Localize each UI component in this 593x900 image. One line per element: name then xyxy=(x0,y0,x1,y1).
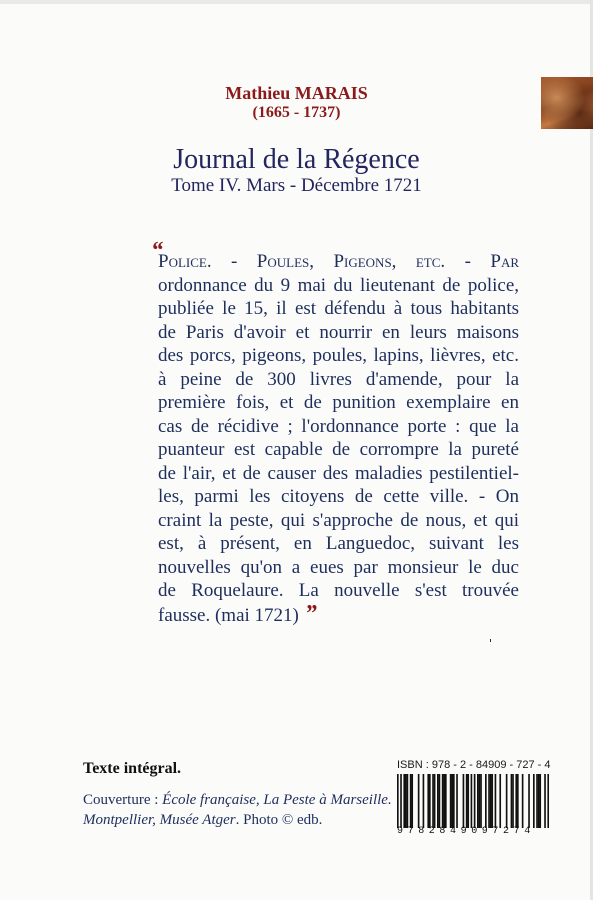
book-subtitle: Tome IV. Mars - Décembre 1721 xyxy=(171,175,422,196)
quote-line: première fois, et de punition exemplaire en xyxy=(158,392,519,413)
barcode-bar xyxy=(538,774,540,828)
barcode-bar xyxy=(423,774,425,828)
barcode-bar xyxy=(411,774,413,828)
barcode-bar xyxy=(427,774,429,828)
barcode-bar xyxy=(491,774,493,828)
barcode-bar xyxy=(485,774,487,828)
barcode-bar xyxy=(539,774,541,828)
barcode-bar xyxy=(471,774,473,828)
barcode-bar xyxy=(407,774,409,828)
quote-line: publiée le 15, il est défendu à tous habitants xyxy=(158,298,519,319)
barcode-bar xyxy=(467,774,469,828)
author-dates: (1665 - 1737) xyxy=(252,104,341,121)
quote-line: est, à présent, en Languedoc, suivant les xyxy=(158,533,519,554)
barcode-bar xyxy=(405,774,407,828)
quote-line: puanteur est capable de corrompre la pureté xyxy=(158,439,519,460)
quote-line: cas de récidive ; l'ordonnance porte : que la xyxy=(158,415,519,437)
barcode-bar xyxy=(480,774,482,828)
quote-line: craint la peste, qui s'approche de nous, et qui xyxy=(158,509,519,531)
barcode-bar xyxy=(506,774,508,828)
barcode-bar xyxy=(439,774,441,828)
ink-speck xyxy=(490,639,491,642)
quote-line: de Paris d'avoir et nourrir en leurs maisons xyxy=(158,321,519,343)
isbn-barcode xyxy=(397,774,549,828)
barcode-bar xyxy=(453,774,455,828)
quote-line: les, parmi les citoyens de cette ville. - On xyxy=(158,486,519,507)
barcode-bar xyxy=(466,774,468,828)
barcode-bar xyxy=(495,774,497,828)
quote-line: de l'air, et de causer des maladies pestilentiel- xyxy=(158,462,519,484)
barcode-bar xyxy=(488,774,490,828)
barcode-bar xyxy=(528,774,530,828)
cover-credit-work: École française, La Peste à Marseille. xyxy=(162,792,392,808)
book-title: Journal de la Régence xyxy=(173,144,420,175)
barcode-bar xyxy=(432,774,434,828)
barcode-bar xyxy=(451,774,453,828)
quote-line: nouvelles qu'on a eues par monsieur le duc xyxy=(158,556,519,578)
barcode-bar xyxy=(511,774,513,828)
isbn-text: ISBN : 978 - 2 - 84909 - 727 - 4 xyxy=(397,759,551,771)
cover-credit-prefix: Couverture : xyxy=(83,792,163,808)
quote-line: à peine de 300 livres d'amende, pour la xyxy=(158,368,519,390)
barcode-bar xyxy=(522,774,524,828)
barcode-bar xyxy=(450,774,452,828)
barcode-bar xyxy=(477,774,479,828)
barcode-bar xyxy=(499,774,501,828)
quote-block xyxy=(158,250,519,627)
barcode-digits: 9782849097274 xyxy=(397,826,535,837)
barcode-bar xyxy=(512,774,514,828)
barcode-bar xyxy=(490,774,492,828)
barcode-bar xyxy=(515,774,517,828)
cover-credit xyxy=(83,790,392,830)
barcode-bar xyxy=(442,774,444,828)
barcode-bar xyxy=(536,774,538,828)
barcode-bar xyxy=(403,774,405,828)
barcode-bar xyxy=(443,774,445,828)
barcode-bar xyxy=(544,774,546,828)
cover-credit-place: Montpellier, Musée Atger xyxy=(83,812,236,828)
barcode-bar xyxy=(456,774,458,828)
barcode-bar xyxy=(463,774,465,828)
barcode-bar xyxy=(434,774,436,828)
barcode-bar xyxy=(445,774,447,828)
opening-quote-mark: “ xyxy=(151,238,163,264)
barcode-bar xyxy=(429,774,431,828)
barcode-bar xyxy=(533,774,535,828)
texte-integral-label: Texte intégral. xyxy=(83,760,182,777)
quote-line: ordonnance du 9 mai du lieutenant de police, xyxy=(158,274,519,296)
barcode-bar xyxy=(397,774,399,828)
quote-line: de Roquelaure. La nouvelle s'est trouvée xyxy=(158,580,519,601)
barcode-bar xyxy=(517,774,519,828)
barcode-bar xyxy=(410,774,412,828)
barcode-bar xyxy=(437,774,439,828)
author-name: Mathieu MARAIS xyxy=(225,83,368,103)
closing-quote-mark: ” xyxy=(304,600,317,627)
barcode-bar xyxy=(479,774,481,828)
quote-line: des porcs, pigeons, poules, lapins, lièvres, etc. xyxy=(158,345,519,366)
barcode-bar xyxy=(474,774,476,828)
barcode-bar xyxy=(418,774,420,828)
page-top-edge xyxy=(0,0,593,4)
quote-line: Police. - Poules, Pigeons, etc. - Par xyxy=(158,251,519,272)
quote-line-last xyxy=(158,600,519,628)
barcode-bar xyxy=(547,774,549,828)
barcode-bar xyxy=(400,774,402,828)
cover-credit-photo: . Photo © edb. xyxy=(235,812,323,828)
quote-line-text: fausse. (mai 1721) xyxy=(158,604,299,626)
